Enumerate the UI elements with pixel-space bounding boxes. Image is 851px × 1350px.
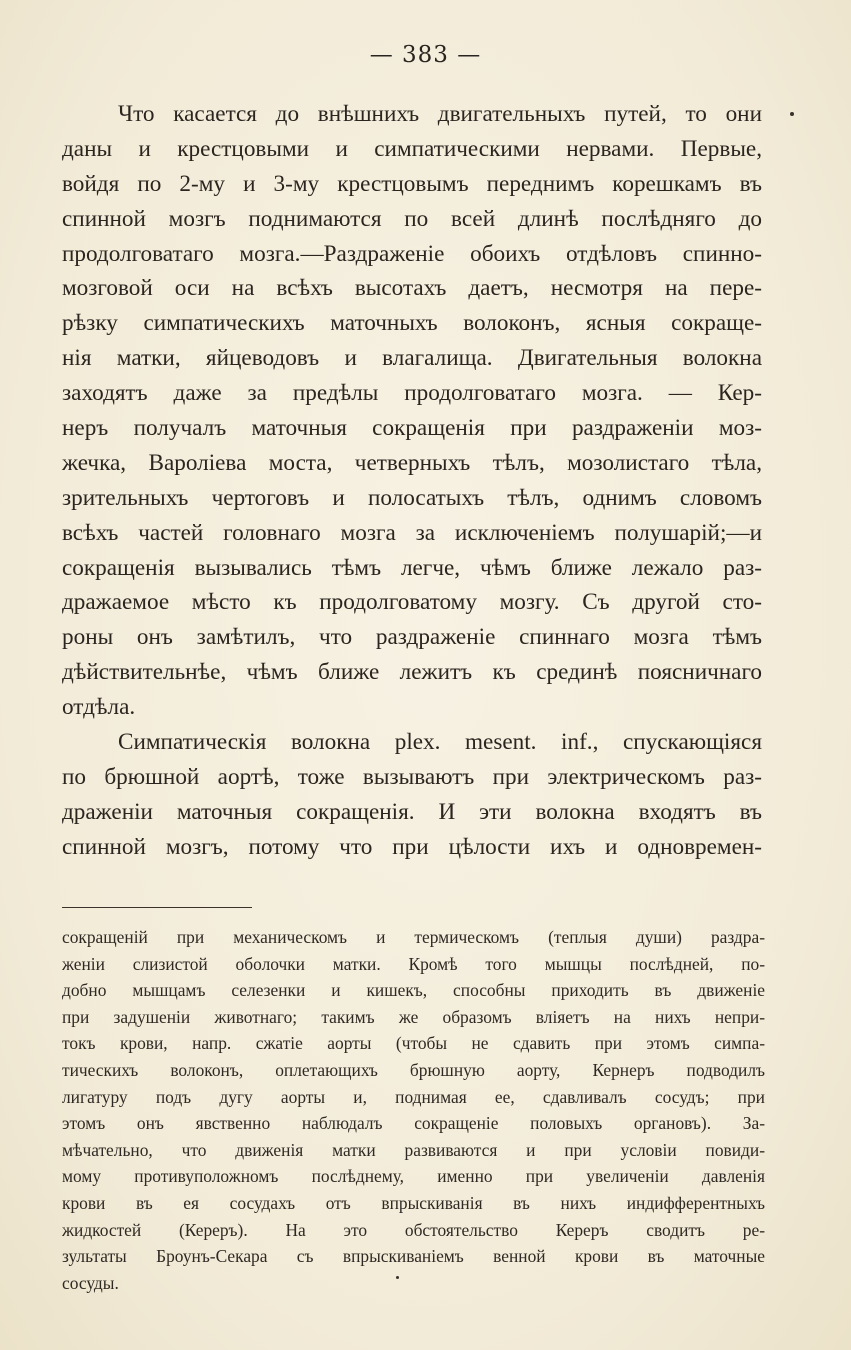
footnote-line: сосуды.	[62, 1272, 119, 1293]
text-line: всѣхъ частей головнаго мозга за исключеніемъ полушарій;—и	[62, 519, 762, 546]
footnote-line: тическихъ волоконъ, оплетающихъ брюшную аорту, Кернеръ подводилъ	[62, 1059, 765, 1080]
footnote-line: мѣчательно, что движенія матки развиваются и при условіи повиди-	[62, 1139, 765, 1160]
text-line: дѣйствительнѣе, чѣмъ ближе лежитъ къ срединѣ поясничнаго	[62, 659, 762, 686]
text-line: Что касается до внѣшнихъ двигательныхъ путей, то они	[118, 101, 762, 127]
footnote-separator	[62, 907, 252, 908]
footnote-line: добно мышцамъ селезенки и кишекъ, способны приходить въ движеніе	[62, 980, 765, 1001]
text-line: отдѣла.	[62, 694, 136, 721]
footnote	[62, 924, 765, 1296]
footnote-line: токъ крови, напр. сжатіе аорты (чтобы не сдавить при этомъ симпа-	[62, 1033, 765, 1054]
text-line: спинной мозгъ, потому что при цѣлости ихъ и одновремен-	[62, 833, 762, 860]
footnote-line: этомъ онъ явственно наблюдалъ сокращеніе половыхъ органовъ). За-	[62, 1113, 765, 1134]
text-line: жечка, Вароліева моста, четверныхъ тѣлъ, мозолистаго тѣла,	[62, 449, 762, 476]
text-line: войдя по 2-му и 3-му крестцовымъ переднимъ корешкамъ въ	[62, 170, 762, 197]
footnote-line: зультаты Броунъ-Секара съ впрыскиваніемъ венной крови въ маточные	[62, 1246, 765, 1267]
text-line: сокращенія вызывались тѣмъ легче, чѣмъ ближе лежало раз-	[62, 554, 762, 581]
text-line: зрительныхъ чертоговъ и полосатыхъ тѣлъ, однимъ словомъ	[62, 484, 762, 511]
text-line: дражаемое мѣсто къ продолговатому мозгу. Съ другой сто-	[62, 589, 762, 616]
ink-speck	[790, 112, 794, 116]
page-number: — 383 —	[369, 42, 482, 68]
footnote-line: сокращеній при механическомъ и термическомъ (теплыя души) раздра-	[62, 927, 765, 947]
text-line: по брюшной аортѣ, тоже вызываютъ при электрическомъ раз-	[62, 763, 762, 790]
text-line: заходятъ даже за предѣлы продолговатаго мозга. — Кер-	[62, 380, 762, 407]
footnote-line: жидкостей (Кереръ). На это обстоятельство Кереръ сводитъ ре-	[62, 1219, 765, 1240]
text-line: неръ получалъ маточныя сокращенія при раздраженіи моз-	[62, 415, 762, 442]
footnote-line: лигатуру подъ дугу аорты и, поднимая ее, сдавливалъ сосудъ; при	[62, 1086, 765, 1107]
text-line: даны и крестцовыми и симпатическими нервами. Первые,	[62, 135, 762, 162]
text-line: Симпатическія волокна plex. mesent. inf., спускающіяся	[118, 729, 762, 756]
ink-speck	[396, 1276, 399, 1279]
footnote-line: крови въ ея сосудахъ отъ впрыскиванія въ нихъ индифферентныхъ	[62, 1192, 765, 1213]
footnote-line: при задушеніи животнаго; такимъ же образомъ вліяетъ на нихъ непри-	[62, 1006, 765, 1027]
text-line: роны онъ замѣтилъ, что раздраженіе спиннаго мозга тѣмъ	[62, 624, 762, 651]
text-line: мозговой оси на всѣхъ высотахъ даетъ, несмотря на пере-	[62, 275, 762, 302]
text-line: рѣзку симпатическихъ маточныхъ волоконъ, ясныя сокраще-	[62, 310, 762, 337]
text-line: нія матки, яйцеводовъ и влагалища. Двигательныя волокна	[62, 345, 762, 372]
text-line: продолговатаго мозга.—Раздраженіе обоихъ отдѣловъ спинно-	[62, 240, 762, 267]
main-text	[62, 97, 762, 865]
footnote-line: мому противуположномъ послѣднему, именно при увеличеніи давленія	[62, 1166, 765, 1187]
text-line: спинной мозгъ поднимаются по всей длинѣ послѣдняго до	[62, 205, 762, 232]
footnote-line: женіи слизистой оболочки матки. Кромѣ того мышцы послѣдней, по-	[62, 953, 765, 974]
text-line: драженіи маточныя сокращенія. И эти волокна входятъ въ	[62, 798, 762, 825]
